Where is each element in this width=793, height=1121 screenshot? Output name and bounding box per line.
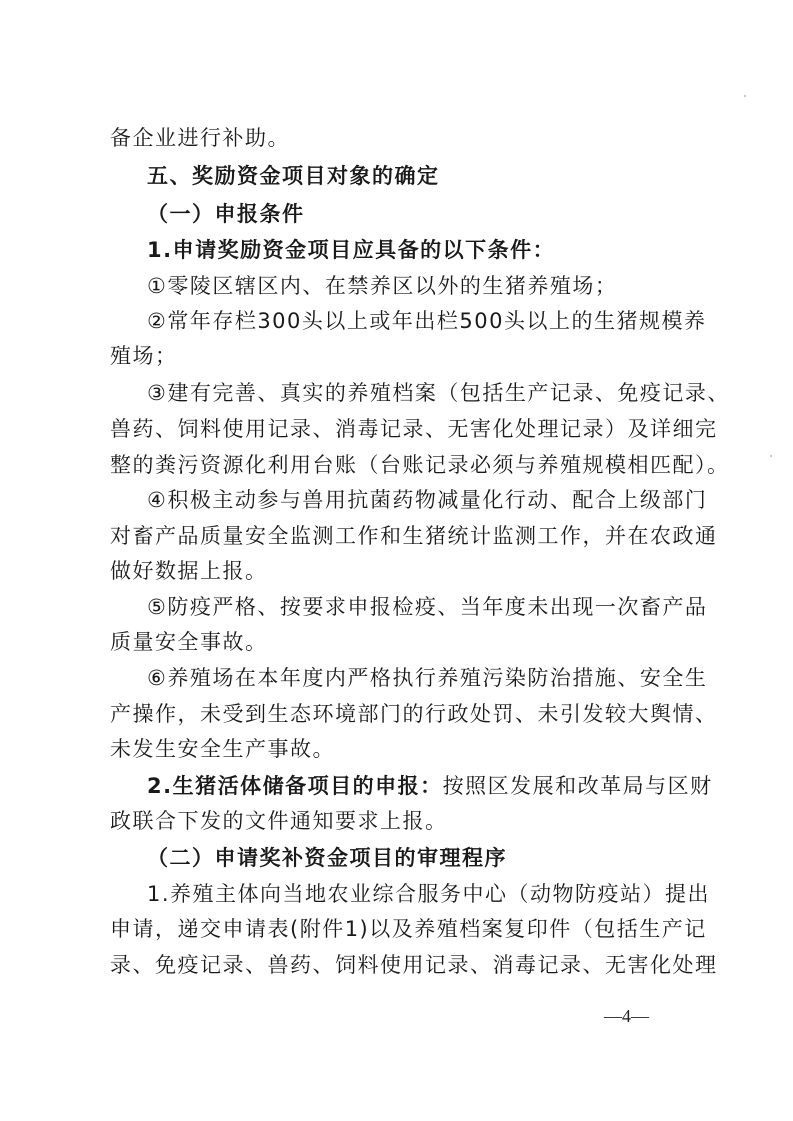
paragraph-line: 做好数据上报。 bbox=[110, 559, 268, 583]
item-heading: 1.申请奖励资金项目应具备的以下条件： bbox=[147, 238, 556, 262]
paragraph-line: 政联合下发的文件通知要求上报。 bbox=[110, 809, 448, 833]
paragraph-line: ⑥养殖场在本年度内严格执行养殖污染防治措施、安全生 bbox=[147, 666, 708, 690]
paragraph-line: 整的粪污资源化利用台账（台账记录必须与养殖规模相匹配）。 bbox=[110, 453, 730, 477]
scan-speck bbox=[744, 95, 746, 97]
paragraph-line: ⑤防疫严格、按要求申报检疫、当年度未出现一次畜产品 bbox=[147, 595, 708, 619]
paragraph-line: 备企业进行补助。 bbox=[110, 126, 290, 150]
paragraph-line: 质量安全事故。 bbox=[110, 630, 268, 654]
paragraph-line: 未发生安全生产事故。 bbox=[110, 737, 335, 761]
subsection-heading: （一）申报条件 bbox=[147, 202, 305, 226]
page-number: —4— bbox=[604, 1006, 649, 1026]
item-heading: 2.生猪活体储备项目的申报： bbox=[147, 774, 443, 798]
scan-speck bbox=[770, 455, 772, 457]
paragraph-line bbox=[147, 772, 713, 800]
paragraph-line: 殖场； bbox=[110, 344, 178, 368]
paragraph-line: ③建有完善、真实的养殖档案（包括生产记录、免疫记录、 bbox=[147, 381, 730, 405]
section-heading: 五、奖励资金项目对象的确定 bbox=[147, 164, 440, 188]
paragraph-line: ④积极主动参与兽用抗菌药物减量化行动、配合上级部门 bbox=[147, 488, 708, 512]
paragraph-line: 产操作，未受到生态环境部门的行政处罚、未引发较大舆情、 bbox=[110, 702, 718, 726]
paragraph-line: 申请，递交申请表(附件1)以及养殖档案复印件（包括生产记 bbox=[110, 917, 707, 941]
paragraph-line: 对畜产品质量安全监测工作和生猪统计监测工作，并在农政通 bbox=[110, 524, 718, 548]
paragraph-line: ②常年存栏300头以上或年出栏500头以上的生猪规模养 bbox=[147, 309, 707, 333]
paragraph-line: 兽药、饲料使用记录、消毒记录、无害化处理记录）及详细完 bbox=[110, 417, 718, 441]
paragraph-line: 1.养殖主体向当地农业综合服务中心（动物防疫站）提出 bbox=[147, 882, 711, 906]
paragraph-line: ①零陵区辖区内、在禁养区以外的生猪养殖场； bbox=[147, 274, 618, 298]
paragraph-line: 录、免疫记录、兽药、饲料使用记录、消毒记录、无害化处理 bbox=[110, 953, 718, 977]
item-text: 按照区发展和改革局与区财 bbox=[442, 774, 713, 798]
subsection-heading: （二）申请奖补资金项目的审理程序 bbox=[147, 846, 507, 870]
